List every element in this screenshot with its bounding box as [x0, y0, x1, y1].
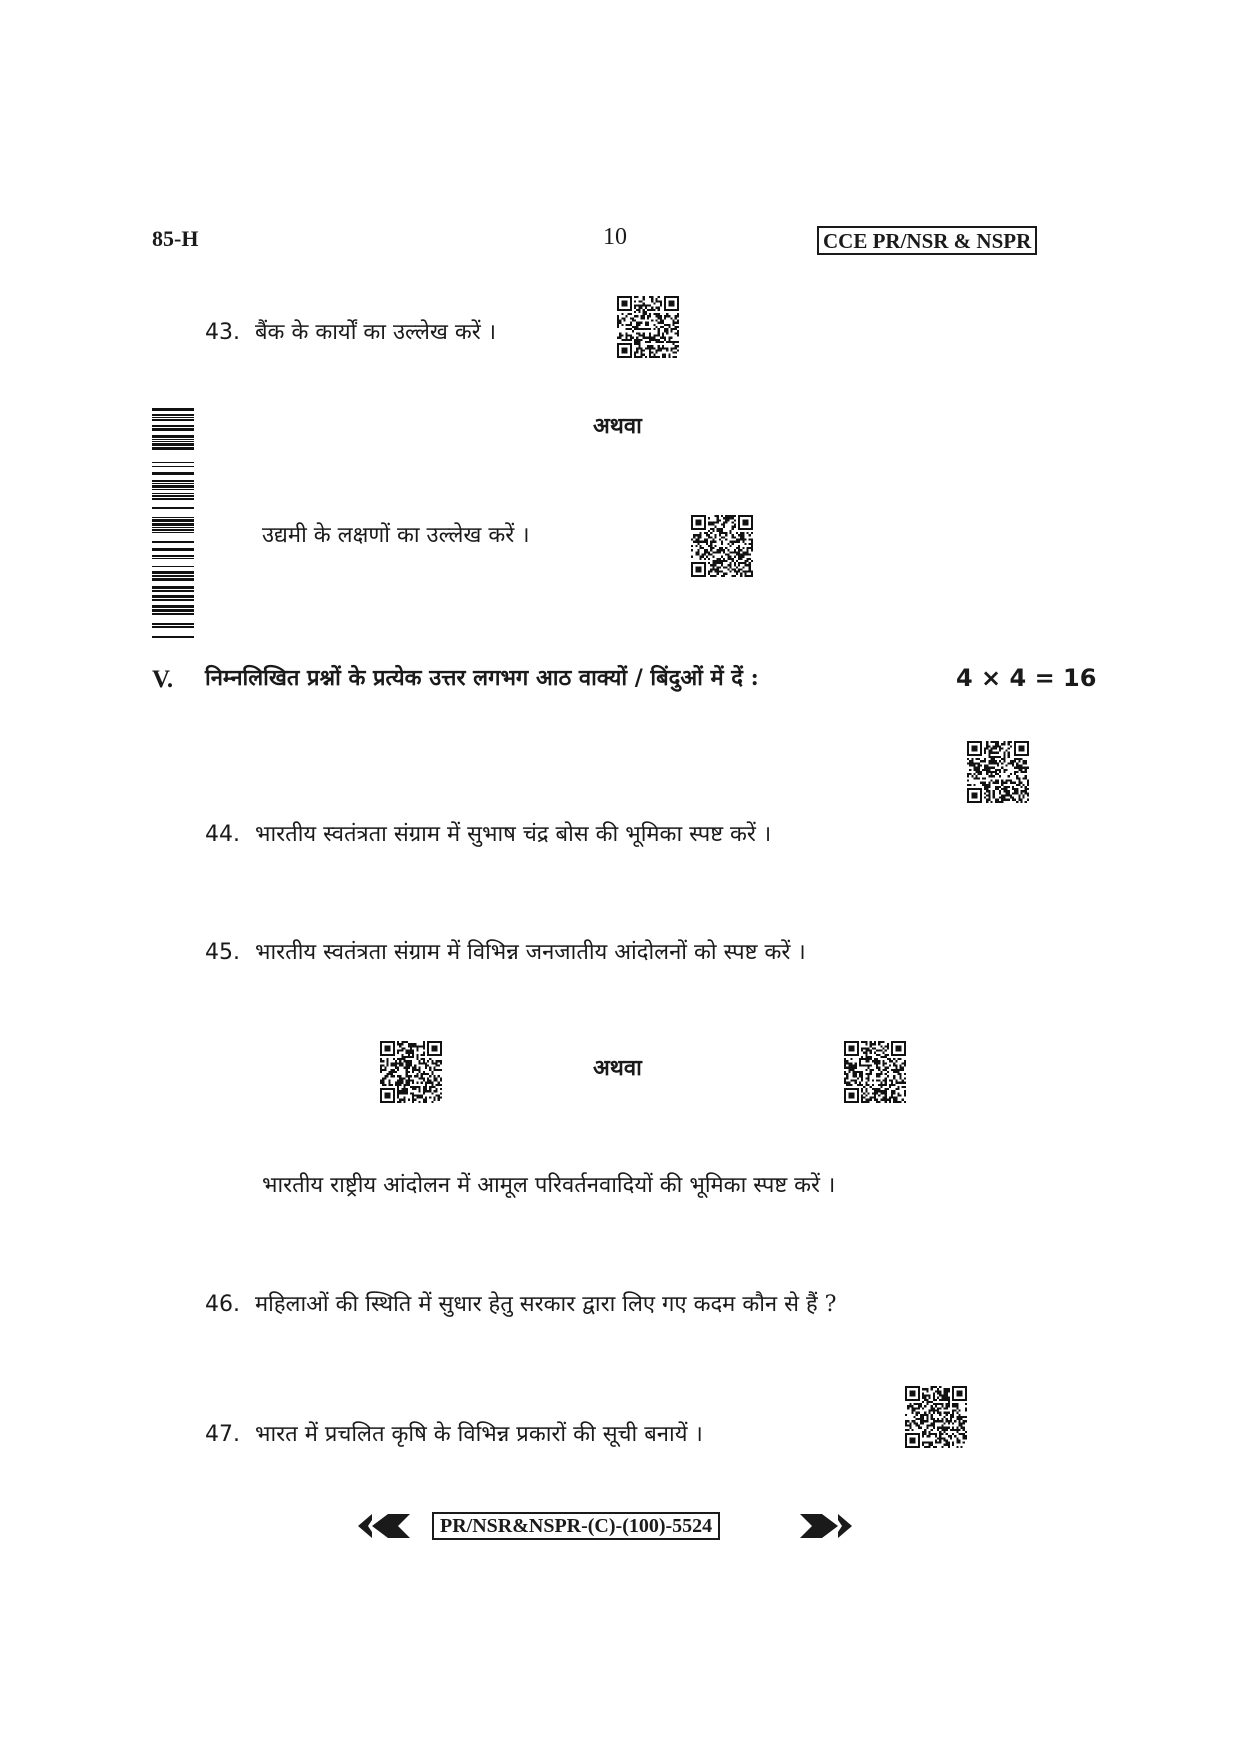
question-46 [205, 1290, 836, 1320]
question-number: 44. [205, 822, 240, 847]
section-roman-numeral: V. [152, 666, 174, 693]
qr-code-icon [905, 1386, 967, 1448]
question-number: 45. [205, 940, 240, 965]
question-number: 43. [205, 320, 240, 345]
question-44 [205, 820, 771, 850]
question-text: बैंक के कार्यों का उल्लेख करें । [255, 320, 497, 345]
qr-code-icon [967, 741, 1029, 803]
arrow-right-icon [800, 1512, 852, 1540]
qr-code-icon [380, 1041, 442, 1103]
paper-code: 85-H [152, 226, 199, 251]
question-text: भारतीय स्वतंत्रता संग्राम में सुभाष चंद्र बोस की भूमिका स्पष्ट करें । [255, 822, 772, 847]
question-45 [205, 938, 806, 968]
section-instruction: निम्नलिखित प्रश्नों के प्रत्येक उत्तर लगभग आठ वाक्यों / बिंदुओं में दें : [205, 665, 759, 691]
question-text: महिलाओं की स्थिति में सुधार हेतु सरकार द्वारा लिए गए कदम कौन से हैं ? [255, 1292, 837, 1317]
or-label: अथवा [593, 1055, 642, 1081]
footer-code-box: PR/NSR&NSPR-(C)-(100)-5524 [432, 1512, 720, 1540]
question-45-alternative: भारतीय राष्ट्रीय आंदोलन में आमूल परिवर्तनवादियों की भूमिका स्पष्ट करें । [262, 1173, 836, 1198]
qr-code-icon [691, 515, 753, 577]
question-number: 46. [205, 1292, 240, 1317]
question-47 [205, 1420, 703, 1450]
page-number: 10 [603, 224, 627, 250]
section-marks: 4 × 4 = 16 [956, 664, 1097, 692]
question-text: भारतीय स्वतंत्रता संग्राम में विभिन्न जनजातीय आंदोलनों को स्पष्ट करें । [255, 940, 806, 965]
question-text: भारत में प्रचलित कृषि के विभिन्न प्रकारों की सूची बनायें । [255, 1422, 703, 1447]
qr-code-icon [844, 1041, 906, 1103]
question-43 [205, 318, 496, 348]
question-43-alternative: उद्यमी के लक्षणों का उल्लेख करें । [262, 523, 530, 548]
barcode-icon [152, 406, 194, 638]
qr-code-icon [617, 296, 679, 358]
exam-code-box: CCE PR/NSR & NSPR [817, 226, 1037, 255]
or-label: अथवा [593, 413, 642, 439]
arrow-left-icon [358, 1512, 410, 1540]
question-number: 47. [205, 1422, 240, 1447]
